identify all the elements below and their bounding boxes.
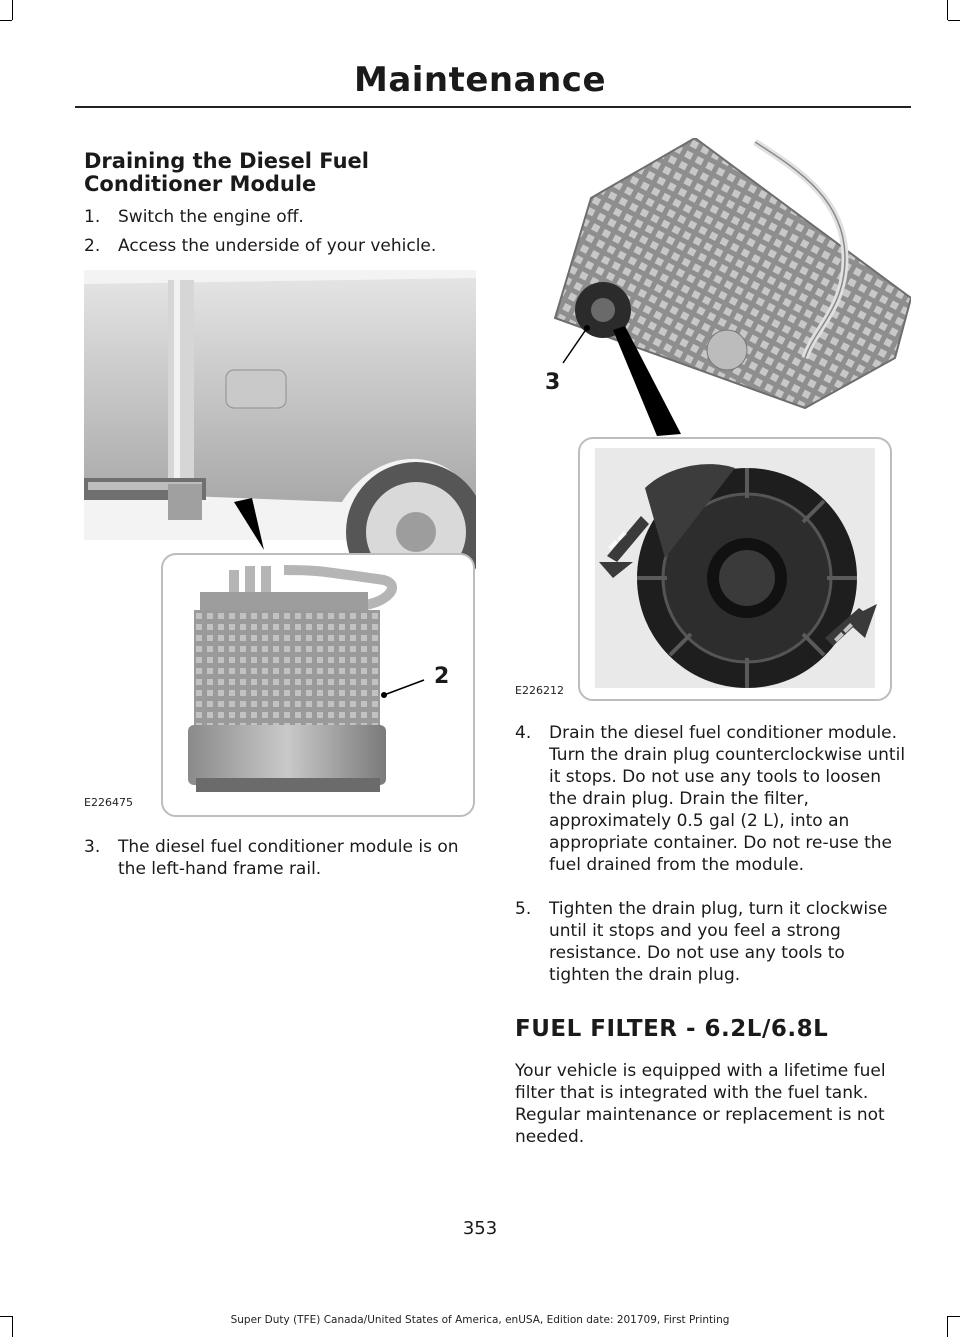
step-number: 1.	[84, 207, 101, 227]
figure-drain-plug	[515, 138, 911, 704]
step-number: 2.	[84, 236, 101, 256]
step-number: 4.	[515, 723, 532, 743]
step-text: Access the underside of your vehicle.	[118, 236, 437, 256]
step-number: 5.	[515, 899, 532, 919]
fuel-filter-body: Your vehicle is equipped with a lifetime fuel filter that is integrated with the fuel tank. Regular maintenance or replacement is not needed.	[515, 1061, 886, 1147]
page-title: Maintenance	[353, 60, 607, 100]
vehicle-illustration	[84, 270, 476, 818]
figure-fuel-conditioner-location	[84, 270, 476, 818]
crop-mark	[947, 0, 948, 20]
section-heading: Draining the Diesel Fuel Conditioner Module	[84, 149, 369, 196]
step-text: Drain the diesel fuel conditioner module. Turn the drain plug counterclockwise until it stops. Do not use any tools to loosen the drain plug. Drain the filter, approximately 0.5 gal (2 L), into an appropriate container. Do not re-use the fuel drained from the module.	[549, 723, 906, 875]
step-1	[84, 206, 476, 228]
step-text: Switch the engine off.	[118, 207, 304, 227]
callout-label: 3	[545, 370, 561, 395]
page-number: 353	[462, 1218, 498, 1239]
step-text: The diesel fuel conditioner module is on the left-hand frame rail.	[118, 837, 459, 879]
step-4	[515, 722, 911, 876]
step-2	[84, 235, 476, 257]
crop-mark	[0, 20, 12, 21]
step-3	[84, 836, 476, 880]
crop-mark	[948, 20, 960, 21]
step-5	[515, 898, 911, 986]
crop-mark	[12, 0, 13, 20]
image-code: E226475	[84, 796, 133, 809]
header-rule	[75, 106, 911, 108]
step-number: 3.	[84, 837, 101, 857]
drain-plug-illustration	[515, 138, 911, 704]
edition-footer: Super Duty (TFE) Canada/United States of America, enUSA, Edition date: 201709, First Printing	[230, 1314, 730, 1326]
callout-label: 2	[434, 664, 450, 689]
fuel-filter-heading: FUEL FILTER - 6.2L/6.8L	[515, 1016, 829, 1042]
image-code: E226212	[515, 684, 564, 697]
step-text: Tighten the drain plug, turn it clockwise until it stops and you feel a strong resistance. Do not use any tools to tighten the drain plug.	[549, 899, 888, 985]
